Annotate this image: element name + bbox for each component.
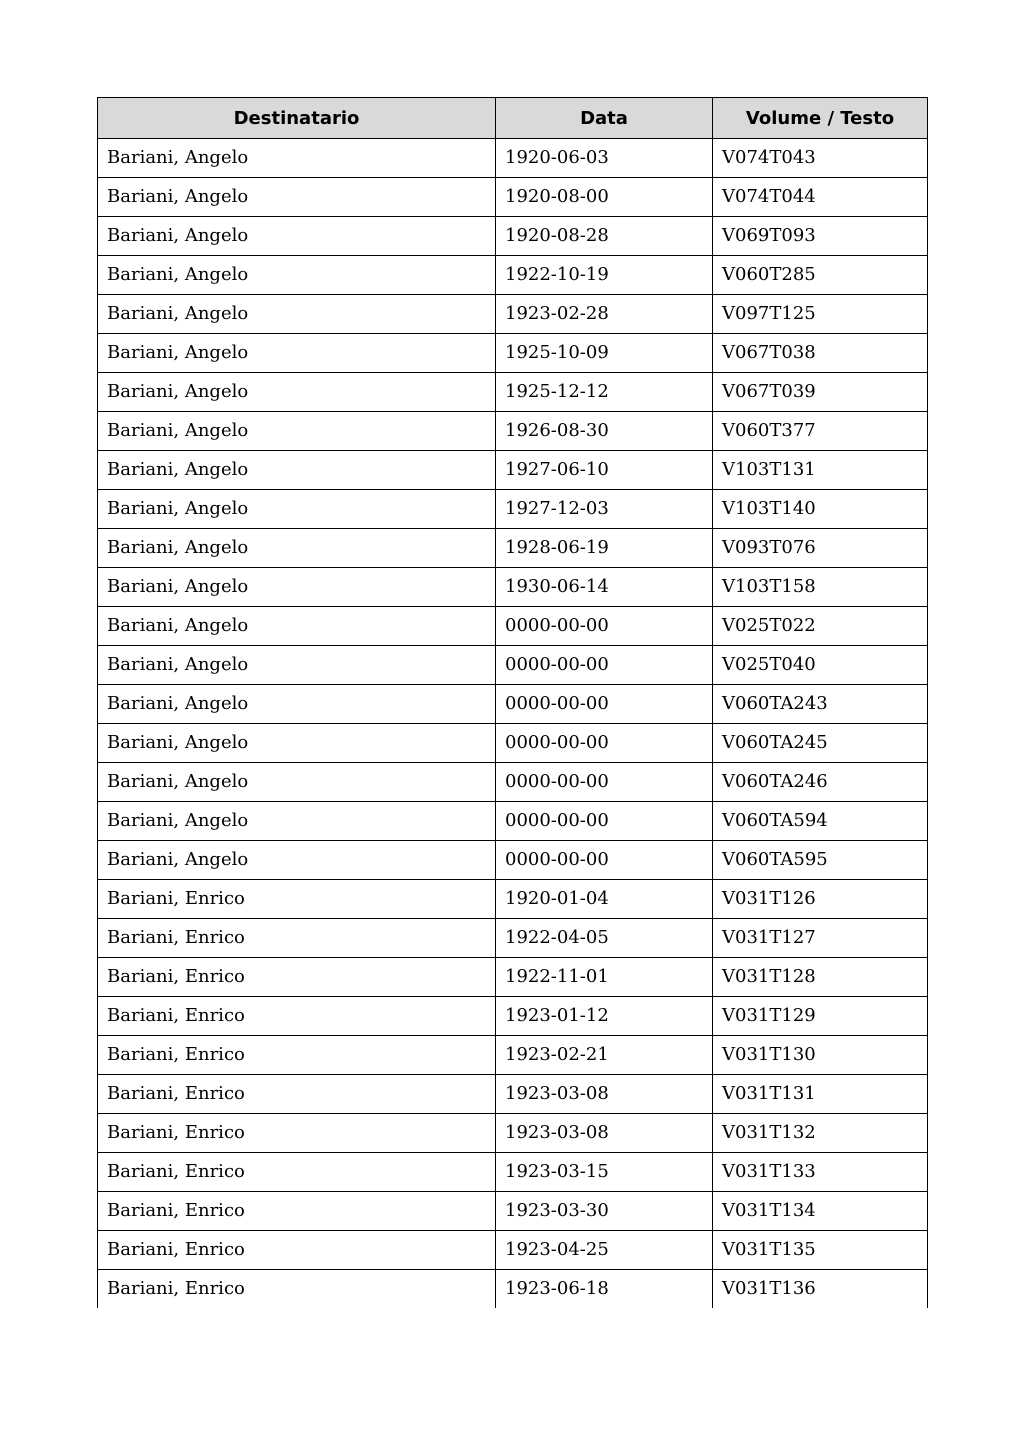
- header-row: [98, 98, 928, 139]
- table-row: [98, 178, 928, 217]
- cell-data: 1920-01-04: [496, 880, 713, 919]
- cell-data: 1922-11-01: [496, 958, 713, 997]
- cell-volume-testo: V103T131: [713, 451, 928, 490]
- cell-data: 0000-00-00: [496, 685, 713, 724]
- cell-destinatario: Bariani, Angelo: [98, 529, 496, 568]
- table-row: [98, 880, 928, 919]
- table-row: [98, 373, 928, 412]
- cell-volume-testo: V025T040: [713, 646, 928, 685]
- cell-data: 1922-04-05: [496, 919, 713, 958]
- letters-table: [97, 97, 928, 1308]
- cell-volume-testo: V025T022: [713, 607, 928, 646]
- cell-volume-testo: V097T125: [713, 295, 928, 334]
- cell-volume-testo: V031T132: [713, 1114, 928, 1153]
- cell-volume-testo: V074T043: [713, 139, 928, 178]
- cell-destinatario: Bariani, Angelo: [98, 295, 496, 334]
- cell-data: 0000-00-00: [496, 724, 713, 763]
- cell-destinatario: Bariani, Angelo: [98, 802, 496, 841]
- cell-destinatario: Bariani, Enrico: [98, 997, 496, 1036]
- cell-data: 0000-00-00: [496, 802, 713, 841]
- table-row: [98, 607, 928, 646]
- table-header: [98, 98, 928, 139]
- cell-volume-testo: V074T044: [713, 178, 928, 217]
- cell-destinatario: Bariani, Angelo: [98, 217, 496, 256]
- table-row: [98, 1114, 928, 1153]
- cell-destinatario: Bariani, Angelo: [98, 334, 496, 373]
- cell-destinatario: Bariani, Enrico: [98, 1075, 496, 1114]
- cell-data: 1928-06-19: [496, 529, 713, 568]
- table-row: [98, 490, 928, 529]
- cell-destinatario: Bariani, Angelo: [98, 451, 496, 490]
- cell-destinatario: Bariani, Angelo: [98, 490, 496, 529]
- cell-data: 1927-06-10: [496, 451, 713, 490]
- cell-volume-testo: V031T127: [713, 919, 928, 958]
- table-row: [98, 1036, 928, 1075]
- header-data: Data: [496, 98, 713, 139]
- cell-data: 1925-12-12: [496, 373, 713, 412]
- cell-volume-testo: V031T128: [713, 958, 928, 997]
- cell-data: 1920-08-28: [496, 217, 713, 256]
- cell-data: 0000-00-00: [496, 763, 713, 802]
- table-row: [98, 958, 928, 997]
- cell-volume-testo: V060TA243: [713, 685, 928, 724]
- cell-volume-testo: V060TA245: [713, 724, 928, 763]
- cell-destinatario: Bariani, Angelo: [98, 139, 496, 178]
- cell-data: 1923-02-21: [496, 1036, 713, 1075]
- cell-data: 1923-01-12: [496, 997, 713, 1036]
- cell-destinatario: Bariani, Angelo: [98, 724, 496, 763]
- table-row: [98, 451, 928, 490]
- table-row: [98, 1192, 928, 1231]
- table-row: [98, 1231, 928, 1270]
- cell-volume-testo: V103T140: [713, 490, 928, 529]
- cell-data: 1923-03-08: [496, 1114, 713, 1153]
- cell-destinatario: Bariani, Angelo: [98, 763, 496, 802]
- cell-data: 1926-08-30: [496, 412, 713, 451]
- cell-volume-testo: V031T131: [713, 1075, 928, 1114]
- cell-volume-testo: V060T285: [713, 256, 928, 295]
- cell-destinatario: Bariani, Angelo: [98, 568, 496, 607]
- cell-data: 1920-06-03: [496, 139, 713, 178]
- cell-volume-testo: V067T039: [713, 373, 928, 412]
- table-row: [98, 802, 928, 841]
- cell-destinatario: Bariani, Angelo: [98, 841, 496, 880]
- table-body: [98, 139, 928, 1309]
- cell-volume-testo: V067T038: [713, 334, 928, 373]
- header-destinatario: Destinatario: [98, 98, 496, 139]
- cell-data: 1923-04-25: [496, 1231, 713, 1270]
- cell-destinatario: Bariani, Angelo: [98, 412, 496, 451]
- table-row: [98, 568, 928, 607]
- cell-data: 1925-10-09: [496, 334, 713, 373]
- cell-destinatario: Bariani, Enrico: [98, 880, 496, 919]
- table-row: [98, 919, 928, 958]
- table-row: [98, 685, 928, 724]
- cell-volume-testo: V031T135: [713, 1231, 928, 1270]
- cell-volume-testo: V031T134: [713, 1192, 928, 1231]
- cell-data: 1922-10-19: [496, 256, 713, 295]
- cell-volume-testo: V060TA594: [713, 802, 928, 841]
- cell-volume-testo: V060T377: [713, 412, 928, 451]
- table-row: [98, 412, 928, 451]
- cell-data: 0000-00-00: [496, 607, 713, 646]
- table-row: [98, 529, 928, 568]
- cell-destinatario: Bariani, Angelo: [98, 256, 496, 295]
- cell-data: 1923-03-08: [496, 1075, 713, 1114]
- cell-destinatario: Bariani, Enrico: [98, 919, 496, 958]
- cell-destinatario: Bariani, Enrico: [98, 1270, 496, 1309]
- table-row: [98, 256, 928, 295]
- cell-destinatario: Bariani, Angelo: [98, 178, 496, 217]
- cell-volume-testo: V031T129: [713, 997, 928, 1036]
- cell-data: 1923-03-15: [496, 1153, 713, 1192]
- cell-volume-testo: V031T133: [713, 1153, 928, 1192]
- cell-volume-testo: V093T076: [713, 529, 928, 568]
- cell-destinatario: Bariani, Enrico: [98, 1192, 496, 1231]
- table-row: [98, 646, 928, 685]
- table-row: [98, 139, 928, 178]
- cell-destinatario: Bariani, Enrico: [98, 1114, 496, 1153]
- table-row: [98, 1075, 928, 1114]
- cell-destinatario: Bariani, Enrico: [98, 1036, 496, 1075]
- cell-data: 1927-12-03: [496, 490, 713, 529]
- document-page: [97, 97, 927, 1308]
- table-row: [98, 724, 928, 763]
- cell-data: 1923-03-30: [496, 1192, 713, 1231]
- cell-destinatario: Bariani, Angelo: [98, 373, 496, 412]
- table-row: [98, 997, 928, 1036]
- cell-data: 1923-06-18: [496, 1270, 713, 1309]
- table-row: [98, 763, 928, 802]
- header-volume-testo: Volume / Testo: [713, 98, 928, 139]
- table-row: [98, 841, 928, 880]
- cell-volume-testo: V031T130: [713, 1036, 928, 1075]
- cell-data: 0000-00-00: [496, 646, 713, 685]
- cell-destinatario: Bariani, Angelo: [98, 646, 496, 685]
- cell-volume-testo: V031T126: [713, 880, 928, 919]
- cell-volume-testo: V060TA246: [713, 763, 928, 802]
- cell-destinatario: Bariani, Angelo: [98, 607, 496, 646]
- cell-volume-testo: V103T158: [713, 568, 928, 607]
- cell-destinatario: Bariani, Angelo: [98, 685, 496, 724]
- cell-destinatario: Bariani, Enrico: [98, 958, 496, 997]
- table-row: [98, 1153, 928, 1192]
- cell-data: 1923-02-28: [496, 295, 713, 334]
- table-row: [98, 334, 928, 373]
- cell-data: 0000-00-00: [496, 841, 713, 880]
- cell-data: 1930-06-14: [496, 568, 713, 607]
- cell-destinatario: Bariani, Enrico: [98, 1231, 496, 1270]
- cell-destinatario: Bariani, Enrico: [98, 1153, 496, 1192]
- cell-volume-testo: V031T136: [713, 1270, 928, 1309]
- cell-volume-testo: V060TA595: [713, 841, 928, 880]
- cell-volume-testo: V069T093: [713, 217, 928, 256]
- table-row: [98, 217, 928, 256]
- table-row: [98, 295, 928, 334]
- cell-data: 1920-08-00: [496, 178, 713, 217]
- table-row: [98, 1270, 928, 1309]
